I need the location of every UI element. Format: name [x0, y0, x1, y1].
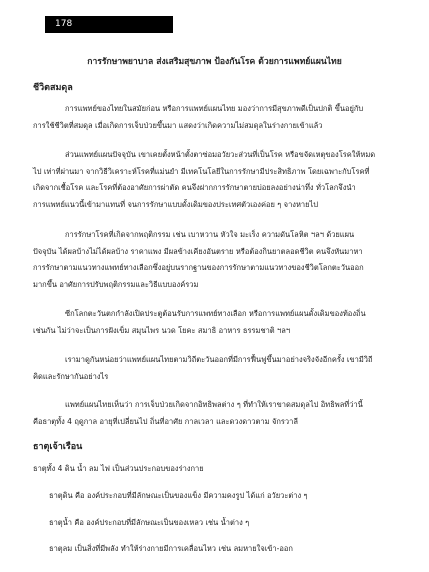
paragraph-line: ไป เท่าที่ผ่านมา จากวิธีวิเคราะห์โรคที่แม่นยำ มีเทคโนโลยีในการรักษามีประสิทธิภาพ โดยเฉพาะกับโรคที่	[33, 166, 370, 176]
paragraph	[33, 227, 403, 293]
paragraph	[33, 147, 403, 213]
page-number: 178	[55, 19, 73, 29]
paragraph-line: ส่วนแพทย์แผนปัจจุบัน เขาเคยตั้งหน้าตั้งตาซ่อมอวัยวะส่วนที่เป็นโรค หรือขจัดเหตุของโรคให้หมด	[65, 150, 376, 159]
paragraph-line: คือธาตุทั้ง 4 ฤดูกาล อายุที่เปลี่ยนไป ถิ่นที่อาศัย กาลเวลา และดวงดาวตาม จักรวาลี	[33, 416, 298, 426]
paragraph-line: แพทย์แผนไทยเห็นว่า การเจ็บป่วยเกิดจากอิทธิพลต่าง ๆ ที่ทำให้เราขาดสมดุลไป อิทธิพลที่ว่านี้	[65, 400, 363, 409]
section-heading-elements: ธาตุเจ้าเรือน	[33, 442, 83, 452]
list-item: ธาตุน้ำ คือ องค์ประกอบที่มีลักษณะเป็นของเหลว เช่น น้ำต่าง ๆ	[49, 517, 250, 527]
element-list	[49, 488, 403, 558]
list-item: ธาตุดิน คือ องค์ประกอบที่มีลักษณะเป็นของแข็ง มีความคงรูป ได้แก่ อวัยวะต่าง ๆ	[49, 491, 308, 500]
list-item: ธาตุลม เป็นสิ่งที่มีพลัง ทำให้ร่างกายมีการเคลื่อนไหว เช่น ลมหายใจเข้า-ออก	[49, 544, 293, 553]
paragraph-line: ปัจจุบัน ได้ผลบ้างไม่ได้ผลบ้าง ราคาแพง มีผลข้างเคียงอันตราย หรือต้องกินยาตลอดชีวิต คนจึงหันมาหา	[33, 246, 363, 256]
paragraph	[33, 352, 403, 385]
section-intro	[33, 461, 403, 478]
page-title: การรักษาพยาบาล ส่งเสริมสุขภาพ ป้องกันโรค ด้วยการแพทย์แผนไทย	[87, 57, 342, 67]
paragraph-line: คิดและรักษากันอย่างไร	[33, 371, 109, 381]
paragraph-line: เช่นกัน ไม่ว่าจะเป็นการฝังเข็ม สมุนไพร นวด โยคะ สมาธิ อาหาร ธรรมชาติ ฯลฯ	[33, 325, 291, 335]
paragraph-line: เรามาดูกันหน่อยว่าแพทย์แผนไทยตามวิถีตะวันออกที่มีการฟื้นฟูขึ้นมาอย่างจริงจังอีกครั้ง เขามีวิถี	[65, 355, 373, 364]
paragraph-line: มากขึ้น อาศัยการปรับพฤติกรรมและวิธีแบบองค์รวม	[33, 279, 199, 289]
paragraph	[33, 101, 403, 134]
paragraph-line: การใช้ชีวิตที่สมดุล เมื่อเกิดการเจ็บป่วยขึ้นมา แสดงว่าเกิดความไม่สมดุลในร่างกายเข้าแล้ว	[33, 120, 323, 130]
paragraph-line: ซีกโลกตะวันตกกำลังเปิดประตูต้อนรับการแพทย์ทางเลือก หรือการแพทย์แผนดั้งเดิมของท้องถิ่น	[65, 309, 366, 318]
paragraph	[33, 306, 403, 339]
paragraph-line: ธาตุทั้ง 4 ดิน น้ำ ลม ไฟ เป็นส่วนประกอบของร่างกาย	[33, 464, 204, 473]
paragraph-line: การรักษาโรคที่เกิดจากพฤติกรรม เช่น เบาหวาน หัวใจ มะเร็ง ความดันโลหิต ฯลฯ ด้วยแผน	[65, 230, 355, 239]
paragraph-line: เกิดจากเชื้อโรค และโรคที่ต้องอาศัยการผ่าตัด คนจึงฝากการรักษาตายบ่อยลงอย่างน่าทึ่ง ทั่วโลกจึงนำ	[33, 183, 356, 192]
page-number-bar	[45, 16, 173, 33]
paragraph-line: การแพทย์แนวนี้เข้ามาแทนที่ จนการรักษาแบบดั้งเดิมของประเทศตัวเองค่อย ๆ จางหายไป	[33, 199, 319, 209]
paragraph-line: การรักษาตามแนวทางแพทย์ทางเลือกซึ่งอยู่บนรากฐานของการรักษาตามแนวทางของชีวิตโลกตะวันออก	[33, 263, 364, 272]
section-heading-balance: ชีวิตสมดุล	[33, 83, 73, 93]
paragraph-line: การแพทย์ของไทยในสมัยก่อน หรือการแพทย์แผนไทย มองว่าการมีสุขภาพดีเป็นปกติ ขึ้นอยู่กับ	[65, 104, 364, 113]
paragraph	[33, 397, 403, 430]
